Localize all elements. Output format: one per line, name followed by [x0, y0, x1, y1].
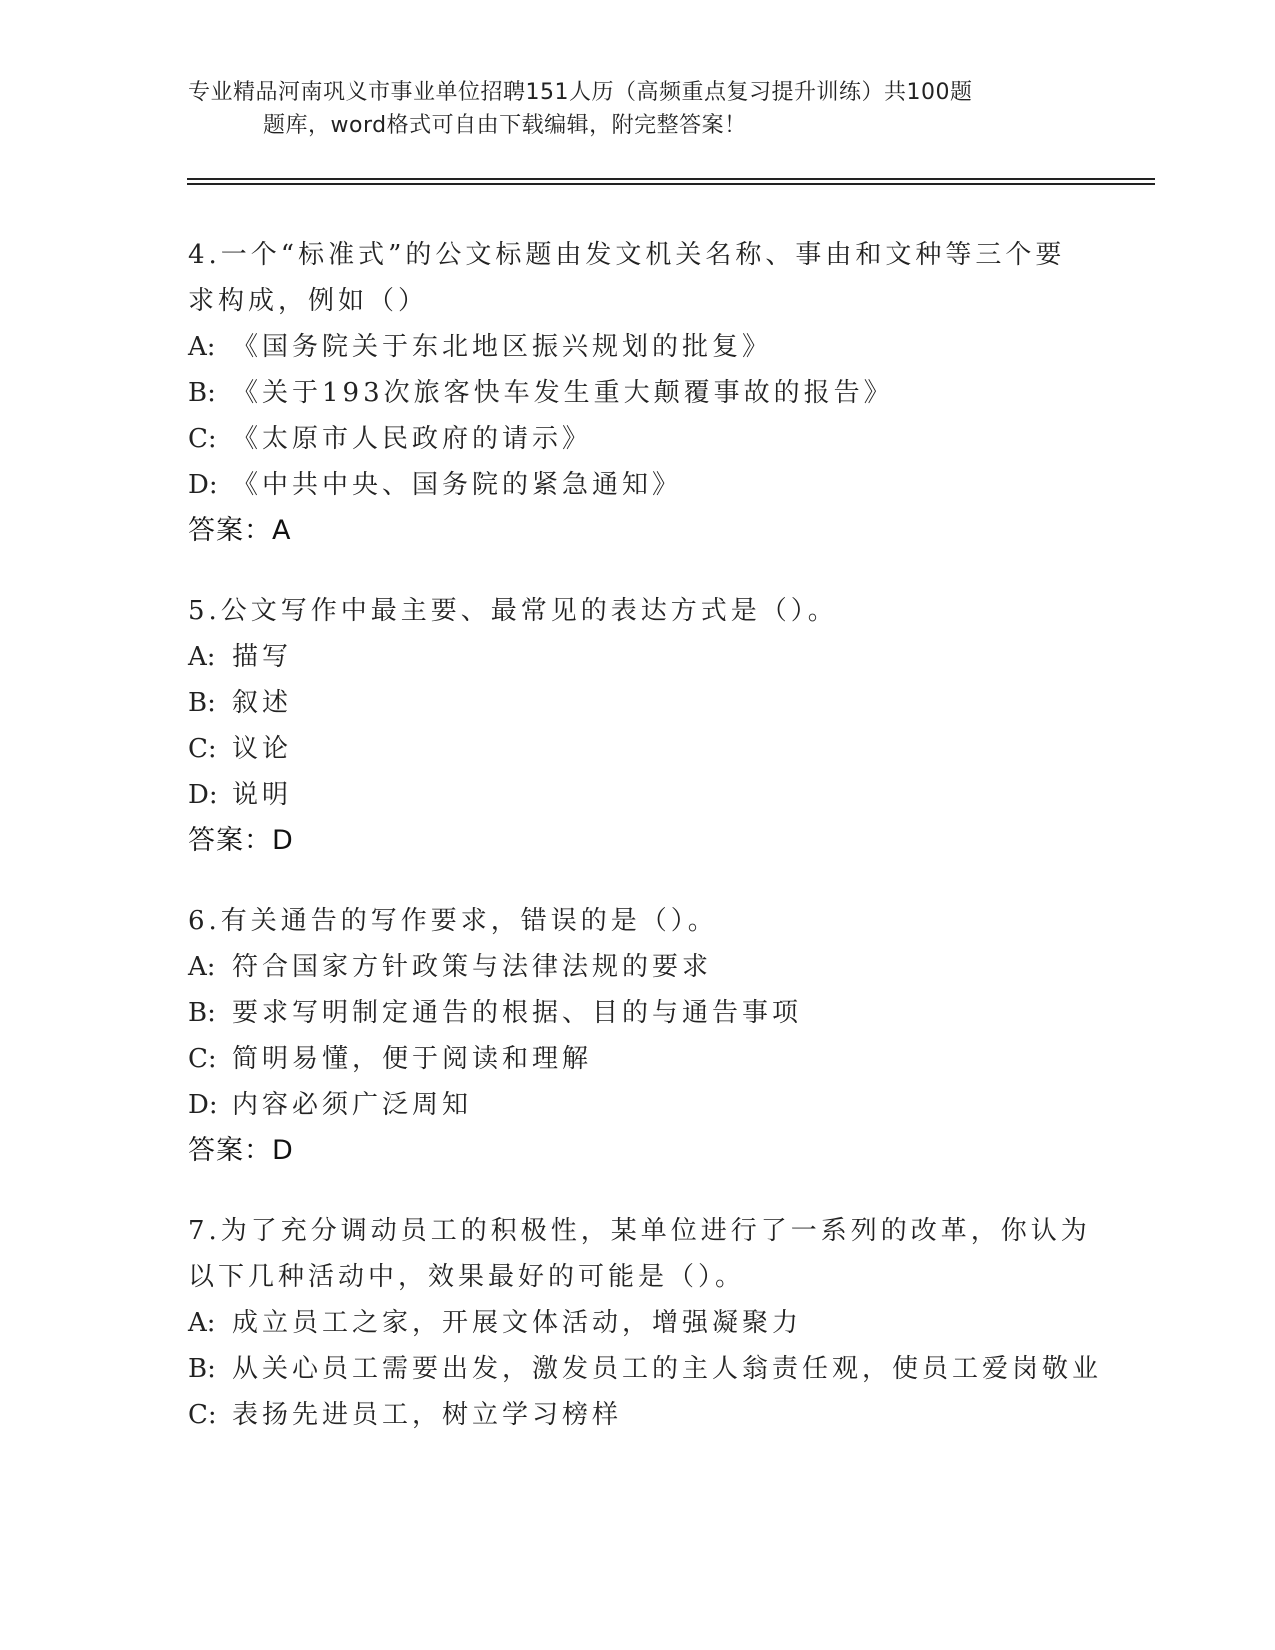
question-text-line: 以下几种活动中，效果最好的可能是（）。: [188, 1262, 746, 1292]
option-letter: B:: [188, 378, 216, 408]
option-d: [188, 772, 1088, 818]
option-a: [188, 324, 1088, 370]
question-5: [188, 588, 1088, 864]
document-header: [188, 76, 1068, 142]
option-letter: C:: [188, 734, 217, 764]
header-divider-top: [187, 178, 1155, 180]
option-c: [188, 1392, 1088, 1438]
option-text: 议论: [232, 734, 293, 764]
option-c: [188, 726, 1088, 772]
header-title-line-1: 专业精品河南巩义市事业单位招聘151人历（高频重点复习提升训练）共100题: [188, 80, 973, 105]
answer-label: 答案：A: [188, 515, 292, 546]
question-list: [188, 232, 1103, 1472]
option-text: 从关心员工需要出发，激发员工的主人翁责任观，使员工爱岗敬业: [232, 1354, 1103, 1384]
option-b: [188, 680, 1088, 726]
question-7: [188, 1208, 1103, 1438]
option-b: [188, 370, 1088, 416]
option-c: [188, 416, 1088, 462]
option-letter: B:: [188, 688, 216, 718]
header-title-line-2: 题库，word格式可自由下载编辑，附完整答案！: [263, 113, 747, 138]
option-d: [188, 1082, 1088, 1128]
question-4: [188, 232, 1088, 554]
option-a: [188, 634, 1088, 680]
question-text-line: 6.有关通告的写作要求，错误的是（）。: [188, 906, 718, 936]
header-divider-bottom: [187, 183, 1155, 185]
option-text: 内容必须广泛周知: [232, 1090, 473, 1120]
option-text: 《太原市人民政府的请示》: [232, 424, 593, 454]
option-d: [188, 462, 1088, 508]
option-text: 《关于193次旅客快车发生重大颠覆事故的报告》: [232, 378, 894, 408]
question-6: [188, 898, 1088, 1174]
option-letter: C:: [188, 1400, 217, 1430]
question-text-line: 5.公文写作中最主要、最常见的表达方式是（）。: [188, 596, 838, 626]
option-text: 符合国家方针政策与法律法规的要求: [232, 952, 713, 982]
option-text: 叙述: [232, 688, 293, 718]
option-a: [188, 1300, 1088, 1346]
option-letter: D:: [188, 1090, 218, 1120]
answer-label: 答案：D: [188, 1135, 294, 1166]
option-letter: C:: [188, 1044, 217, 1074]
option-b: [188, 1346, 1103, 1392]
option-text: 要求写明制定通告的根据、目的与通告事项: [232, 998, 803, 1028]
option-letter: D:: [188, 780, 218, 810]
option-c: [188, 1036, 1088, 1082]
option-letter: B:: [188, 998, 216, 1028]
option-letter: B:: [188, 1354, 216, 1384]
question-text-line: 4.一个“标准式”的公文标题由发文机关名称、事由和文种等三个要: [188, 240, 1066, 270]
option-letter: A:: [188, 642, 216, 672]
option-b: [188, 990, 1088, 1036]
option-a: [188, 944, 1088, 990]
option-letter: A:: [188, 332, 216, 362]
option-letter: D:: [188, 470, 218, 500]
option-text: 《中共中央、国务院的紧急通知》: [232, 470, 683, 500]
option-text: 说明: [232, 780, 293, 810]
question-text-line: 7.为了充分调动员工的积极性，某单位进行了一系列的改革，你认为: [188, 1216, 1091, 1246]
option-text: 成立员工之家，开展文体活动，增强凝聚力: [232, 1308, 803, 1338]
option-letter: A:: [188, 952, 216, 982]
option-text: 表扬先进员工，树立学习榜样: [232, 1400, 623, 1430]
option-text: 简明易懂，便于阅读和理解: [232, 1044, 593, 1074]
answer-label: 答案：D: [188, 825, 294, 856]
option-text: 描写: [232, 642, 293, 672]
option-letter: A:: [188, 1308, 216, 1338]
question-text-line: 求构成，例如（）: [188, 286, 429, 316]
option-letter: C:: [188, 424, 217, 454]
option-text: 《国务院关于东北地区振兴规划的批复》: [232, 332, 773, 362]
